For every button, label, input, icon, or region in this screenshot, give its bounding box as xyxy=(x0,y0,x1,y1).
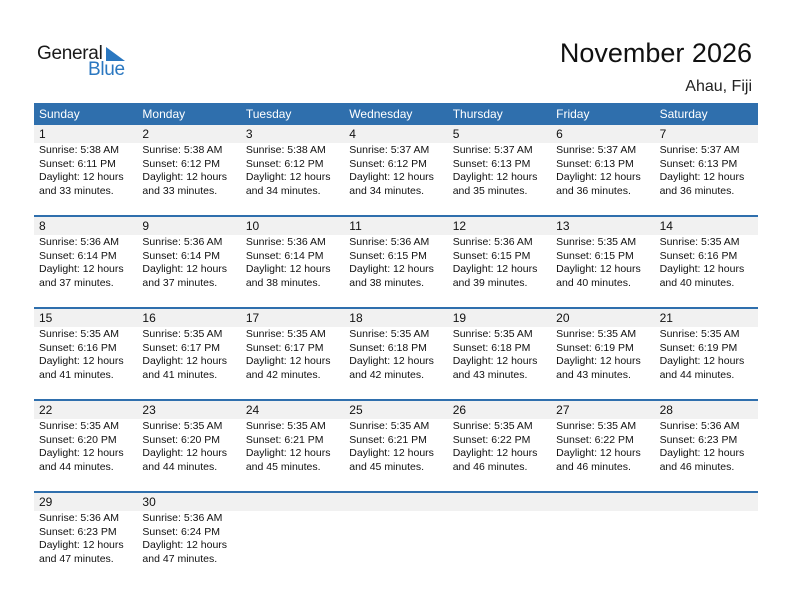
sunrise-text: Sunrise: 5:35 AM xyxy=(556,236,637,248)
daylight-text: and 38 minutes. xyxy=(245,276,321,289)
day-number-row xyxy=(34,493,758,511)
day-number: 14 xyxy=(659,219,673,233)
weekday-sunday: Sunday xyxy=(39,107,80,121)
daylight-text: and 34 minutes. xyxy=(245,184,321,197)
day-number: 10 xyxy=(245,219,260,233)
sunrise-text: Sunrise: 5:35 AM xyxy=(349,420,430,432)
sunrise-text: Sunrise: 5:38 AM xyxy=(142,144,223,156)
daylight-text: Daylight: 12 hours xyxy=(245,171,331,184)
week-row xyxy=(34,491,758,583)
sunset-text: Sunset: 6:14 PM xyxy=(142,249,221,262)
day-cell xyxy=(551,511,654,566)
sunset-text: Sunset: 6:22 PM xyxy=(452,433,531,446)
day-cell xyxy=(655,419,758,474)
daylight-text: Daylight: 12 hours xyxy=(452,447,538,460)
sunrise-text: Sunrise: 5:38 AM xyxy=(39,144,119,156)
day-number xyxy=(448,493,551,511)
sunrise-text: Sunrise: 5:36 AM xyxy=(452,236,533,248)
day-number xyxy=(241,493,344,511)
weekday-saturday: Saturday xyxy=(659,107,708,121)
sunset-text: Sunset: 6:17 PM xyxy=(245,341,324,354)
daylight-text: and 42 minutes. xyxy=(245,368,321,381)
day-number: 17 xyxy=(245,311,260,325)
week-row xyxy=(34,307,758,399)
day-cell xyxy=(137,511,240,566)
sunset-text: Sunset: 6:12 PM xyxy=(245,157,324,170)
day-number: 4 xyxy=(349,127,356,141)
sunset-text: Sunset: 6:20 PM xyxy=(39,433,117,446)
day-number: 23 xyxy=(142,403,156,417)
day-cell xyxy=(34,327,137,382)
sunrise-text: Sunrise: 5:35 AM xyxy=(556,328,637,340)
sunset-text: Sunset: 6:21 PM xyxy=(245,433,324,446)
daylight-text: and 42 minutes. xyxy=(349,368,424,381)
daylight-text: Daylight: 12 hours xyxy=(142,171,228,184)
sunrise-text: Sunrise: 5:36 AM xyxy=(39,236,119,248)
sunset-text: Sunset: 6:22 PM xyxy=(556,433,634,446)
sunrise-text: Sunrise: 5:36 AM xyxy=(245,236,326,248)
day-number: 18 xyxy=(349,311,363,325)
day-cell xyxy=(655,235,758,290)
day-cell xyxy=(241,419,344,474)
day-cell xyxy=(34,511,137,566)
daylight-text: Daylight: 12 hours xyxy=(659,171,745,184)
day-number-row xyxy=(34,309,758,327)
weekday-header-row xyxy=(34,103,758,125)
daylight-text: Daylight: 12 hours xyxy=(452,263,538,276)
sunrise-text: Sunrise: 5:37 AM xyxy=(452,144,533,156)
daylight-text: Daylight: 12 hours xyxy=(556,171,641,184)
day-number: 15 xyxy=(39,311,53,325)
daylight-text: Daylight: 12 hours xyxy=(349,447,434,460)
sunset-text: Sunset: 6:13 PM xyxy=(659,157,738,170)
daylight-text: Daylight: 12 hours xyxy=(659,447,745,460)
daylight-text: and 45 minutes. xyxy=(245,460,321,473)
day-number: 2 xyxy=(142,127,150,141)
day-cell xyxy=(241,143,344,198)
daylight-text: and 35 minutes. xyxy=(452,184,528,197)
day-info-row xyxy=(34,143,758,198)
sunrise-text: Sunrise: 5:35 AM xyxy=(39,420,119,432)
daylight-text: Daylight: 12 hours xyxy=(39,171,124,184)
sunset-text: Sunset: 6:13 PM xyxy=(556,157,634,170)
sunrise-text: Sunrise: 5:35 AM xyxy=(452,420,533,432)
sunrise-text: Sunrise: 5:35 AM xyxy=(452,328,533,340)
logo xyxy=(37,43,137,83)
daylight-text: and 33 minutes. xyxy=(39,184,114,197)
daylight-text: Daylight: 12 hours xyxy=(39,539,124,552)
sunrise-text: Sunrise: 5:35 AM xyxy=(39,328,119,340)
day-cell xyxy=(448,419,551,474)
daylight-text: and 36 minutes. xyxy=(556,184,631,197)
weekday-wednesday: Wednesday xyxy=(349,107,413,121)
daylight-text: Daylight: 12 hours xyxy=(556,355,641,368)
day-number: 6 xyxy=(556,127,563,141)
sunset-text: Sunset: 6:12 PM xyxy=(142,157,221,170)
logo-text-general: General xyxy=(37,43,103,64)
daylight-text: and 40 minutes. xyxy=(659,276,735,289)
day-cell xyxy=(551,327,654,382)
weekday-thursday: Thursday xyxy=(452,107,503,121)
sunset-text: Sunset: 6:18 PM xyxy=(452,341,531,354)
day-cell xyxy=(137,419,240,474)
daylight-text: Daylight: 12 hours xyxy=(142,355,228,368)
daylight-text: and 39 minutes. xyxy=(452,276,528,289)
day-cell xyxy=(448,235,551,290)
day-cell xyxy=(344,235,447,290)
day-cell xyxy=(34,419,137,474)
day-info-row xyxy=(34,327,758,382)
day-number: 19 xyxy=(452,311,467,325)
day-cell xyxy=(448,327,551,382)
daylight-text: Daylight: 12 hours xyxy=(659,355,745,368)
day-number: 1 xyxy=(39,127,46,141)
day-number-row xyxy=(34,401,758,419)
day-number: 30 xyxy=(142,495,156,509)
daylight-text: Daylight: 12 hours xyxy=(39,263,124,276)
daylight-text: Daylight: 12 hours xyxy=(39,355,124,368)
daylight-text: and 44 minutes. xyxy=(39,460,114,473)
day-cell xyxy=(241,235,344,290)
day-cell xyxy=(655,327,758,382)
day-cell xyxy=(34,143,137,198)
daylight-text: and 40 minutes. xyxy=(556,276,631,289)
day-number: 11 xyxy=(349,219,362,233)
page-title: November 2026 xyxy=(559,38,752,68)
day-number: 13 xyxy=(556,219,570,233)
sunrise-text: Sunrise: 5:36 AM xyxy=(39,512,119,524)
day-number: 28 xyxy=(659,403,673,417)
weekday-monday: Monday xyxy=(142,107,186,121)
weekday-tuesday: Tuesday xyxy=(245,107,292,121)
daylight-text: and 34 minutes. xyxy=(349,184,424,197)
sunrise-text: Sunrise: 5:36 AM xyxy=(142,512,223,524)
day-cell xyxy=(344,143,447,198)
sunset-text: Sunset: 6:15 PM xyxy=(452,249,531,262)
day-cell xyxy=(137,143,240,198)
day-number: 7 xyxy=(659,127,667,141)
daylight-text: and 44 minutes. xyxy=(659,368,735,381)
daylight-text: Daylight: 12 hours xyxy=(349,355,434,368)
day-cell xyxy=(137,327,240,382)
daylight-text: Daylight: 12 hours xyxy=(142,263,228,276)
sunset-text: Sunset: 6:17 PM xyxy=(142,341,221,354)
sunset-text: Sunset: 6:15 PM xyxy=(349,249,427,262)
day-number-row xyxy=(34,125,758,143)
day-number-row xyxy=(34,217,758,235)
sunrise-text: Sunrise: 5:35 AM xyxy=(556,420,637,432)
daylight-text: Daylight: 12 hours xyxy=(39,447,124,460)
sunrise-text: Sunrise: 5:37 AM xyxy=(556,144,637,156)
day-number: 26 xyxy=(452,403,467,417)
daylight-text: and 36 minutes. xyxy=(659,184,735,197)
sunset-text: Sunset: 6:23 PM xyxy=(659,433,738,446)
day-cell xyxy=(241,327,344,382)
daylight-text: Daylight: 12 hours xyxy=(556,263,641,276)
daylight-text: Daylight: 12 hours xyxy=(142,539,228,552)
day-number: 21 xyxy=(659,311,673,325)
day-number: 8 xyxy=(39,219,46,233)
sunrise-text: Sunrise: 5:35 AM xyxy=(142,420,223,432)
day-cell xyxy=(34,235,137,290)
sunrise-text: Sunrise: 5:37 AM xyxy=(659,144,740,156)
day-number: 20 xyxy=(556,311,570,325)
sunrise-text: Sunrise: 5:36 AM xyxy=(142,236,223,248)
sunrise-text: Sunrise: 5:35 AM xyxy=(245,420,326,432)
daylight-text: and 45 minutes. xyxy=(349,460,424,473)
daylight-text: Daylight: 12 hours xyxy=(142,447,228,460)
sunrise-text: Sunrise: 5:36 AM xyxy=(349,236,430,248)
sunset-text: Sunset: 6:19 PM xyxy=(556,341,634,354)
sunset-text: Sunset: 6:15 PM xyxy=(556,249,634,262)
sunset-text: Sunset: 6:14 PM xyxy=(245,249,324,262)
day-number: 12 xyxy=(452,219,467,233)
sunrise-text: Sunrise: 5:38 AM xyxy=(245,144,326,156)
day-number: 24 xyxy=(245,403,260,417)
daylight-text: Daylight: 12 hours xyxy=(349,171,434,184)
day-number: 16 xyxy=(142,311,156,325)
sunrise-text: Sunrise: 5:36 AM xyxy=(659,420,740,432)
sunset-text: Sunset: 6:11 PM xyxy=(39,157,116,170)
week-row xyxy=(34,125,758,215)
sunrise-text: Sunrise: 5:37 AM xyxy=(349,144,430,156)
daylight-text: and 37 minutes. xyxy=(142,276,218,289)
daylight-text: Daylight: 12 hours xyxy=(452,171,538,184)
day-cell xyxy=(551,419,654,474)
day-cell xyxy=(137,235,240,290)
weeks-container xyxy=(34,125,758,583)
day-number: 5 xyxy=(452,127,460,141)
sunrise-text: Sunrise: 5:35 AM xyxy=(349,328,430,340)
day-number xyxy=(655,493,758,511)
daylight-text: and 41 minutes. xyxy=(39,368,114,381)
day-cell xyxy=(448,511,551,566)
sunrise-text: Sunrise: 5:35 AM xyxy=(659,328,740,340)
daylight-text: and 47 minutes. xyxy=(39,552,114,565)
sunset-text: Sunset: 6:16 PM xyxy=(39,341,117,354)
day-number: 9 xyxy=(142,219,150,233)
daylight-text: Daylight: 12 hours xyxy=(556,447,641,460)
daylight-text: and 46 minutes. xyxy=(556,460,631,473)
day-info-row xyxy=(34,235,758,290)
daylight-text: and 38 minutes. xyxy=(349,276,424,289)
sunset-text: Sunset: 6:12 PM xyxy=(349,157,427,170)
daylight-text: Daylight: 12 hours xyxy=(245,447,331,460)
daylight-text: Daylight: 12 hours xyxy=(452,355,538,368)
day-cell xyxy=(551,235,654,290)
week-row xyxy=(34,215,758,307)
daylight-text: Daylight: 12 hours xyxy=(349,263,434,276)
sunset-text: Sunset: 6:14 PM xyxy=(39,249,117,262)
day-cell xyxy=(551,143,654,198)
location-label: Ahau, Fiji xyxy=(685,78,752,95)
daylight-text: and 46 minutes. xyxy=(452,460,528,473)
day-cell xyxy=(241,511,344,566)
daylight-text: and 37 minutes. xyxy=(39,276,114,289)
calendar-grid xyxy=(34,103,758,583)
daylight-text: and 33 minutes. xyxy=(142,184,218,197)
day-cell xyxy=(344,511,447,566)
daylight-text: and 43 minutes. xyxy=(556,368,631,381)
sunset-text: Sunset: 6:24 PM xyxy=(142,525,221,538)
day-number: 25 xyxy=(349,403,363,417)
day-cell xyxy=(655,143,758,198)
day-number: 3 xyxy=(245,127,253,141)
sunrise-text: Sunrise: 5:35 AM xyxy=(245,328,326,340)
day-cell xyxy=(344,419,447,474)
sunset-text: Sunset: 6:18 PM xyxy=(349,341,427,354)
daylight-text: and 43 minutes. xyxy=(452,368,528,381)
day-number: 27 xyxy=(556,403,570,417)
sunset-text: Sunset: 6:13 PM xyxy=(452,157,531,170)
daylight-text: Daylight: 12 hours xyxy=(245,263,331,276)
week-row xyxy=(34,399,758,491)
daylight-text: and 46 minutes. xyxy=(659,460,735,473)
sunset-text: Sunset: 6:23 PM xyxy=(39,525,117,538)
sunrise-text: Sunrise: 5:35 AM xyxy=(659,236,740,248)
day-cell xyxy=(655,511,758,566)
sunset-text: Sunset: 6:19 PM xyxy=(659,341,738,354)
day-number: 29 xyxy=(39,495,53,509)
day-info-row xyxy=(34,511,758,566)
sunset-text: Sunset: 6:21 PM xyxy=(349,433,427,446)
daylight-text: and 47 minutes. xyxy=(142,552,218,565)
day-number xyxy=(344,493,447,511)
day-cell xyxy=(448,143,551,198)
day-info-row xyxy=(34,419,758,474)
sunrise-text: Sunrise: 5:35 AM xyxy=(142,328,223,340)
sunset-text: Sunset: 6:20 PM xyxy=(142,433,221,446)
daylight-text: and 44 minutes. xyxy=(142,460,218,473)
day-number xyxy=(551,493,654,511)
sunset-text: Sunset: 6:16 PM xyxy=(659,249,738,262)
daylight-text: Daylight: 12 hours xyxy=(245,355,331,368)
daylight-text: and 41 minutes. xyxy=(142,368,218,381)
weekday-friday: Friday xyxy=(556,107,590,121)
logo-text-blue: Blue xyxy=(88,59,125,80)
daylight-text: Daylight: 12 hours xyxy=(659,263,745,276)
day-number: 22 xyxy=(39,403,53,417)
day-cell xyxy=(344,327,447,382)
